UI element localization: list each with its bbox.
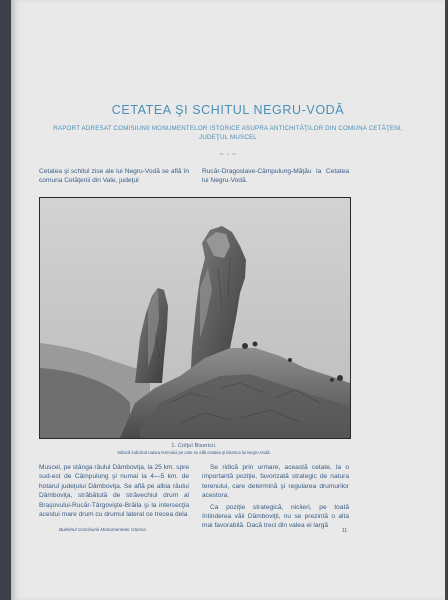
article-title: CETATEA ŞI SCHITUL NEGRU-VODĂ — [111, 103, 345, 117]
caption-title: 1. Colţul Bisericii. — [171, 443, 217, 449]
body-right-column — [202, 463, 349, 531]
rock-photograph — [39, 197, 351, 439]
journal-footer: Buletinul Comisiunii Monumentelor Istorice. — [59, 527, 148, 532]
intro-right-text: Rucăr-Dragoslave-Câmpulung-Măţău la Cetatea lui Negru-Vodă. — [202, 168, 349, 185]
body-right-paragraph-1: Se ridică prin urmare, această cetate, la o importantă poziţie, favorizată strategic de natura terenului, care determină şi regularea drumurilor acestora. — [202, 464, 349, 500]
body-right-paragraph-2: Ca poziţie strategică, niciieri, pe toată întinderea văii Dâmboviţii, nu se prezintă o alta mai favorabilă. Dacă treci din valea ei largă — [202, 503, 349, 530]
journal-page — [11, 0, 445, 600]
page-number: 11 — [342, 528, 348, 534]
caption-note: Stâncă indicând natura terenului pe care se află cetatea şi biserica lui Negru-Vodă. — [117, 450, 271, 455]
article-subtitle: RAPORT ADRESAT COMISIUNII MONUMENTELOR ISTORICE ASUPRA ANTICHITĂŢILOR DIN COMUNA CETĂŢENI, JUDEŢUL MUSCEL — [53, 125, 403, 141]
figure-caption — [39, 443, 349, 455]
title-ornament: ~ ◦ ~ — [219, 151, 237, 158]
body-left-column: Muscel, pe stânga râului Dâmboviţa, la 25 km. spre sud-est de Câmpulung şi numai la 4—5 km. de hotarul judeţului Dâmboviţa. Se află pe albia râului Dâmboviţa, străbătută de străvechiul drum al Braşovului-Rucăr-Târgovişte-Brăila şi la intersecţia acestui mare drum cu drumul lateral ce trecea dela — [39, 464, 189, 519]
rock-formation-image — [40, 198, 350, 438]
intro-left-text: Cetatea şi schitul zise ale lui Negru-Vodă se află în comuna Cetăţenii din Vale, judeţul — [39, 168, 189, 185]
